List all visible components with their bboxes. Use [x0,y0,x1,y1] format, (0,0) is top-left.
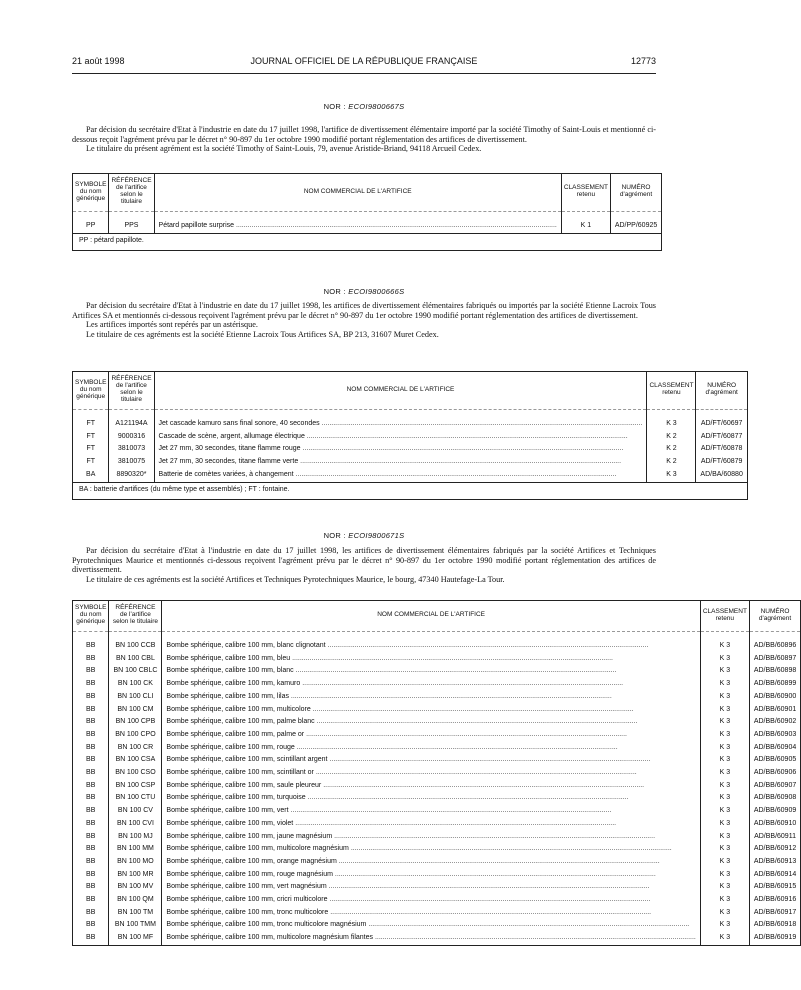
agrement-number-cell: AD/FT/60697 [696,418,747,431]
commercial-name-cell [162,640,700,653]
commercial-name-cell [154,220,561,233]
commercial-name-text: Bombe sphérique, calibre 100 mm, palme blanc ..... [166,718,637,725]
table-row [73,456,748,469]
commercial-name-text: Bombe sphérique, calibre 100 mm, lilas ..... [166,693,611,700]
commercial-name-text: Jet 27 mm, 30 secondes, titane flamme verte ..... [159,458,622,465]
commercial-name-cell [162,653,700,666]
classement-cell: K 3 [700,704,749,717]
table-row [73,653,801,666]
agrement-number-cell: AD/BB/60907 [749,780,800,793]
commercial-name-text: Bombe sphérique, calibre 100 mm, saule pleureur ..... [166,782,644,789]
column-header-nom: NOM COMMERCIAL DE L'ARTIFICE [154,174,561,212]
commercial-name-text: Bombe sphérique, calibre 100 mm, kamuro ..... [166,680,623,687]
decision-paragraph: Le titulaire de ces agréments est la société Etienne Lacroix Tous Artifices SA, BP 213, 31607 Muret Cedex. [86,329,439,339]
agrement-number-cell: AD/BB/60898 [749,665,800,678]
reference-cell: BN 100 CK [109,678,162,691]
classement-cell: K 3 [700,754,749,767]
commercial-name-cell [162,805,700,818]
classement-cell: K 2 [647,443,696,456]
decision-text [72,301,656,339]
column-header-reference: RÉFÉRENCE de l'artifice selon le titulaire [109,601,162,632]
table-row [73,704,801,717]
agrement-number-cell: AD/BB/60902 [749,716,800,729]
table-row [73,869,801,882]
table-row [73,831,801,844]
header-rule [72,73,656,74]
symbol-cell: BB [73,653,109,666]
commercial-name-text: Pétard papillote surprise ..... [159,222,557,229]
commercial-name-cell [154,418,647,431]
reference-cell: BN 100 TMM [109,919,162,932]
nor-reference [72,531,656,540]
column-header-symbole: SYMBOLE du nom générique [73,601,109,632]
table-row [73,640,801,653]
agrement-number-cell: AD/BB/60904 [749,742,800,755]
classement-cell: K 3 [700,640,749,653]
agrement-number-cell: AD/BA/60880 [696,469,747,482]
symbol-cell: BB [73,792,109,805]
classement-cell: K 2 [647,456,696,469]
agrement-number-cell: AD/BB/60896 [749,640,800,653]
agrement-number-cell: AD/BB/60911 [749,831,800,844]
table-row [73,856,801,869]
table-footnote: PP : pétard papillote. [73,233,662,250]
classement-cell: K 3 [700,780,749,793]
table-row [73,678,801,691]
reference-cell: 8890320* [109,469,154,482]
commercial-name-cell [154,431,647,444]
table-row [73,220,662,233]
column-header-symbole: SYMBOLE du nom générique [73,174,109,212]
commercial-name-text: Bombe sphérique, calibre 100 mm, turquoise ..... [166,794,628,801]
agrement-number-cell: AD/FT/60878 [696,443,747,456]
symbol-cell: BB [73,894,109,907]
classement-cell: K 3 [700,894,749,907]
commercial-name-text: Bombe sphérique, calibre 100 mm, bleu ..... [166,655,613,662]
table-row [73,665,801,678]
agrement-number-cell: AD/BB/60908 [749,792,800,805]
agrement-number-cell: AD/BB/60909 [749,805,800,818]
commercial-name-cell [162,742,700,755]
reference-cell: BN 100 QM [109,894,162,907]
reference-cell: BN 100 CPB [109,716,162,729]
symbol-cell: BB [73,754,109,767]
reference-cell: BN 100 CVI [109,818,162,831]
commercial-name-cell [162,767,700,780]
classement-cell: K 3 [647,418,696,431]
agrement-number-cell: AD/BB/60897 [749,653,800,666]
symbol-cell: BB [73,932,109,945]
classement-cell: K 3 [700,653,749,666]
commercial-name-cell [162,691,700,704]
commercial-name-cell [162,831,700,844]
decision-text [72,125,656,154]
commercial-name-cell [162,729,700,742]
classement-cell: K 3 [700,716,749,729]
agrement-number-cell: AD/FT/60879 [696,456,747,469]
reference-cell: 9000316 [109,431,154,444]
footnote-row [73,482,748,499]
spacer-row [73,212,662,221]
classement-cell: K 3 [700,742,749,755]
table-row [73,881,801,894]
table-row [73,716,801,729]
reference-cell: BN 100 CSA [109,754,162,767]
symbol-cell: BA [73,469,109,482]
reference-cell: BN 100 CBL [109,653,162,666]
reference-cell: BN 100 MJ [109,831,162,844]
symbol-cell: BB [73,856,109,869]
symbol-cell: BB [73,818,109,831]
agrement-number-cell: AD/BB/60917 [749,907,800,920]
table-row [73,843,801,856]
reference-cell: BN 100 MV [109,881,162,894]
table-row [73,792,801,805]
symbol-cell: FT [73,456,109,469]
table-row [73,907,801,920]
symbol-cell: BB [73,805,109,818]
commercial-name-cell [162,856,700,869]
reference-cell: 3810073 [109,443,154,456]
commercial-name-cell [162,754,700,767]
classement-cell: K 3 [700,869,749,882]
classement-cell: K 3 [700,691,749,704]
symbol-cell: PP [73,220,109,233]
classement-cell: K 3 [700,678,749,691]
table-row [73,805,801,818]
table-row [73,919,801,932]
table-row [73,818,801,831]
decision-text [72,546,656,584]
classement-cell: K 3 [700,919,749,932]
agrement-number-cell: AD/BB/60915 [749,881,800,894]
reference-cell: PPS [109,220,154,233]
commercial-name-text: Bombe sphérique, calibre 100 mm, multicolore magnésium ..... [166,845,671,852]
commercial-name-cell [154,469,647,482]
symbol-cell: BB [73,881,109,894]
reference-cell: BN 100 CPO [109,729,162,742]
column-header-classement: CLASSEMENT retenu [647,372,696,410]
agrement-number-cell: AD/BB/60916 [749,894,800,907]
nor-code: ECOI9800671S [348,531,405,540]
commercial-name-text: Bombe sphérique, calibre 100 mm, rouge ..... [166,744,617,751]
commercial-name-text: Bombe sphérique, calibre 100 mm, multicolore ..... [166,706,633,713]
commercial-name-cell [162,780,700,793]
table-row [73,932,801,945]
agrement-number-cell: AD/BB/60918 [749,919,800,932]
table-row [73,729,801,742]
approval-table [72,371,748,500]
reference-cell: BN 100 MM [109,843,162,856]
symbol-cell: BB [73,742,109,755]
nor-code: ECOI9800666S [348,287,405,296]
commercial-name-text: Bombe sphérique, calibre 100 mm, multicolore magnésium filantes ..... [166,934,695,941]
spacer-row [73,410,748,419]
classement-cell: K 3 [700,932,749,945]
commercial-name-text: Jet cascade kamuro sans final sonore, 40 secondes ..... [159,420,643,427]
decision-paragraph: Par décision du secrétaire d'Etat à l'industrie en date du 17 juillet 1998, l'artifice de divertissement élémentaire importé par la société Timothy of Saint-Louis et mentionné ci-dessous reçoit l'agrément prévu par le décret n° 90-897 du 1er octobre 1990 modifié portant réglementation des artifices de divertissement. [72,125,656,144]
symbol-cell: BB [73,729,109,742]
symbol-cell: BB [73,843,109,856]
agrement-number-cell: AD/BB/60899 [749,678,800,691]
reference-cell: A121194A [109,418,154,431]
commercial-name-cell [162,843,700,856]
reference-cell: BN 100 CSO [109,767,162,780]
classement-cell: K 3 [700,881,749,894]
column-header-nom: NOM COMMERCIAL DE L'ARTIFICE [162,601,700,632]
column-header-numero: NUMÉRO d'agrément [696,372,747,410]
reference-cell: BN 100 MF [109,932,162,945]
column-header-symbole: SYMBOLE du nom générique [73,372,109,410]
table-row [73,894,801,907]
commercial-name-cell [162,792,700,805]
commercial-name-text: Bombe sphérique, calibre 100 mm, jaune magnésium ..... [166,833,655,840]
commercial-name-cell [162,869,700,882]
classement-cell: K 3 [647,469,696,482]
commercial-name-text: Bombe sphérique, calibre 100 mm, cricri multicolore ..... [166,896,650,903]
table-row [73,418,748,431]
nor-code: ECOI9800667S [348,102,405,111]
classement-cell: K 3 [700,831,749,844]
classement-cell: K 3 [700,805,749,818]
commercial-name-cell [162,894,700,907]
table-row [73,431,748,444]
table-row [73,443,748,456]
commercial-name-text: Bombe sphérique, calibre 100 mm, rouge magnésium ..... [166,871,655,878]
symbol-cell: BB [73,716,109,729]
classement-cell: K 3 [700,907,749,920]
agrement-number-cell: AD/FT/60877 [696,431,747,444]
commercial-name-cell [154,456,647,469]
commercial-name-cell [154,443,647,456]
header-page-number: 12773 [630,56,656,66]
table-row [73,742,801,755]
commercial-name-text: Cascade de scène, argent, allumage électrique ..... [159,433,628,440]
reference-cell: BN 100 CM [109,704,162,717]
reference-cell: BN 100 CSP [109,780,162,793]
commercial-name-text: Bombe sphérique, calibre 100 mm, palme or ..... [166,731,627,738]
reference-cell: BN 100 MR [109,869,162,882]
decision-paragraph: Le titulaire de ces agréments est la société Artifices et Techniques Pyrotechniques Maurice, le bourg, 47340 Hautefage-La Tour. [86,574,505,584]
commercial-name-text: Bombe sphérique, calibre 100 mm, blanc clignotant ..... [166,642,648,649]
decision-paragraph: Par décision du secrétaire d'Etat à l'industrie en date du 17 juillet 1998, les artifices de divertissement élémentaires fabriqués ou importés par la société Etienne Lacroix Tous Artifices SA et mentionnés ci-dessous reçoivent l'agrément prévu par le décret n° 90-897 du 1er octobre 1990 modifié portant réglementation des artifices de divertissement. [72,301,656,320]
classement-cell: K 3 [700,729,749,742]
decision-paragraph: Les artifices importés sont repérés par un astérisque. [86,320,258,330]
nor-reference [72,287,656,296]
commercial-name-text: Bombe sphérique, calibre 100 mm, scintillant argent ..... [166,756,650,763]
reference-cell: BN 100 CR [109,742,162,755]
header-title: JOURNAL OFFICIEL DE LA RÉPUBLIQUE FRANÇAISE [250,56,478,66]
symbol-cell: BB [73,869,109,882]
header-date: 21 août 1998 [72,56,125,66]
reference-cell: BN 100 MO [109,856,162,869]
commercial-name-cell [162,716,700,729]
table-row [73,469,748,482]
column-header-classement: CLASSEMENT retenu [700,601,749,632]
footnote-row [73,233,662,250]
nor-label: NOR : [323,102,349,111]
agrement-number-cell: AD/BB/60912 [749,843,800,856]
symbol-cell: FT [73,443,109,456]
reference-cell: BN 100 CTU [109,792,162,805]
commercial-name-text: Bombe sphérique, calibre 100 mm, tronc multicolore magnésium ..... [166,921,689,928]
commercial-name-cell [162,665,700,678]
agrement-number-cell: AD/BB/60906 [749,767,800,780]
symbol-cell: FT [73,418,109,431]
column-header-classement: CLASSEMENT retenu [561,174,610,212]
reference-cell: BN 100 CV [109,805,162,818]
commercial-name-text: Bombe sphérique, calibre 100 mm, vert magnésium ..... [166,883,649,890]
commercial-name-cell [162,907,700,920]
commercial-name-text: Bombe sphérique, calibre 100 mm, tronc multicolore ..... [166,909,651,916]
classement-cell: K 3 [700,767,749,780]
reference-cell: BN 100 CBLC [109,665,162,678]
table-footnote: BA : batterie d'artifices (du même type et assemblés) ; FT : fontaine. [73,482,748,499]
table-row [73,754,801,767]
symbol-cell: BB [73,907,109,920]
classement-cell: K 3 [700,843,749,856]
commercial-name-text: Batterie de comètes variées, à changement ..... [159,471,617,478]
reference-cell: BN 100 CLI [109,691,162,704]
agrement-number-cell: AD/BB/60914 [749,869,800,882]
symbol-cell: BB [73,640,109,653]
spacer-row [73,632,801,641]
reference-cell: BN 100 TM [109,907,162,920]
symbol-cell: BB [73,704,109,717]
agrement-number-cell: AD/BB/60910 [749,818,800,831]
agrement-number-cell: AD/PP/60925 [610,220,661,233]
commercial-name-cell [162,704,700,717]
table-row [73,780,801,793]
symbol-cell: FT [73,431,109,444]
agrement-number-cell: AD/BB/60905 [749,754,800,767]
reference-cell: 3810075 [109,456,154,469]
commercial-name-text: Bombe sphérique, calibre 100 mm, violet ..... [166,820,616,827]
commercial-name-text: Bombe sphérique, calibre 100 mm, orange magnésium ..... [166,858,659,865]
commercial-name-text: Jet 27 mm, 30 secondes, titane flamme rouge ..... [159,445,624,452]
table-row [73,767,801,780]
decision-paragraph: Par décision du secrétaire d'Etat à l'industrie en date du 17 juillet 1998, les artifices de divertissement élémentaires fabriqués par la société Artifices et Techniques Pyrotechniques Maurice et mentionnés ci-dessous reçoivent l'agrément prévu par le décret n° 90-897 du 1er octobre 1990 modifié portant réglementation des artifices de divertissement. [72,546,656,575]
agrement-number-cell: AD/BB/60913 [749,856,800,869]
decision-paragraph: Le titulaire du présent agrément est la société Timothy of Saint-Louis, 79, avenue Aristide-Briand, 94118 Arcueil Cedex. [86,144,482,154]
column-header-reference: RÉFÉRENCE de l'artifice selon le titulaire [109,174,154,212]
agrement-number-cell: AD/BB/60900 [749,691,800,704]
column-header-nom: NOM COMMERCIAL DE L'ARTIFICE [154,372,647,410]
column-header-reference: RÉFÉRENCE de l'artifice selon le titulaire [109,372,154,410]
agrement-number-cell: AD/BB/60901 [749,704,800,717]
classement-cell: K 1 [561,220,610,233]
symbol-cell: BB [73,767,109,780]
agrement-number-cell: AD/BB/60903 [749,729,800,742]
approval-table [72,173,662,251]
commercial-name-cell [162,818,700,831]
symbol-cell: BB [73,678,109,691]
classement-cell: K 2 [647,431,696,444]
column-header-numero: NUMÉRO d'agrément [610,174,661,212]
table-row [73,691,801,704]
commercial-name-text: Bombe sphérique, calibre 100 mm, blanc ..... [166,667,616,674]
symbol-cell: BB [73,831,109,844]
commercial-name-cell [162,678,700,691]
nor-label: NOR : [323,287,349,296]
page-header [72,56,656,70]
commercial-name-text: Bombe sphérique, calibre 100 mm, vert ..... [166,807,611,814]
symbol-cell: BB [73,665,109,678]
classement-cell: K 3 [700,818,749,831]
classement-cell: K 3 [700,665,749,678]
classement-cell: K 3 [700,856,749,869]
symbol-cell: BB [73,780,109,793]
column-header-numero: NUMÉRO d'agrément [749,601,800,632]
commercial-name-cell [162,919,700,932]
approval-table [72,600,801,946]
reference-cell: BN 100 CCB [109,640,162,653]
classement-cell: K 3 [700,792,749,805]
nor-reference [72,102,656,111]
agrement-number-cell: AD/BB/60919 [749,932,800,945]
nor-label: NOR : [323,531,349,540]
commercial-name-text: Bombe sphérique, calibre 100 mm, scintillant or ..... [166,769,636,776]
symbol-cell: BB [73,919,109,932]
commercial-name-cell [162,881,700,894]
symbol-cell: BB [73,691,109,704]
commercial-name-cell [162,932,700,945]
